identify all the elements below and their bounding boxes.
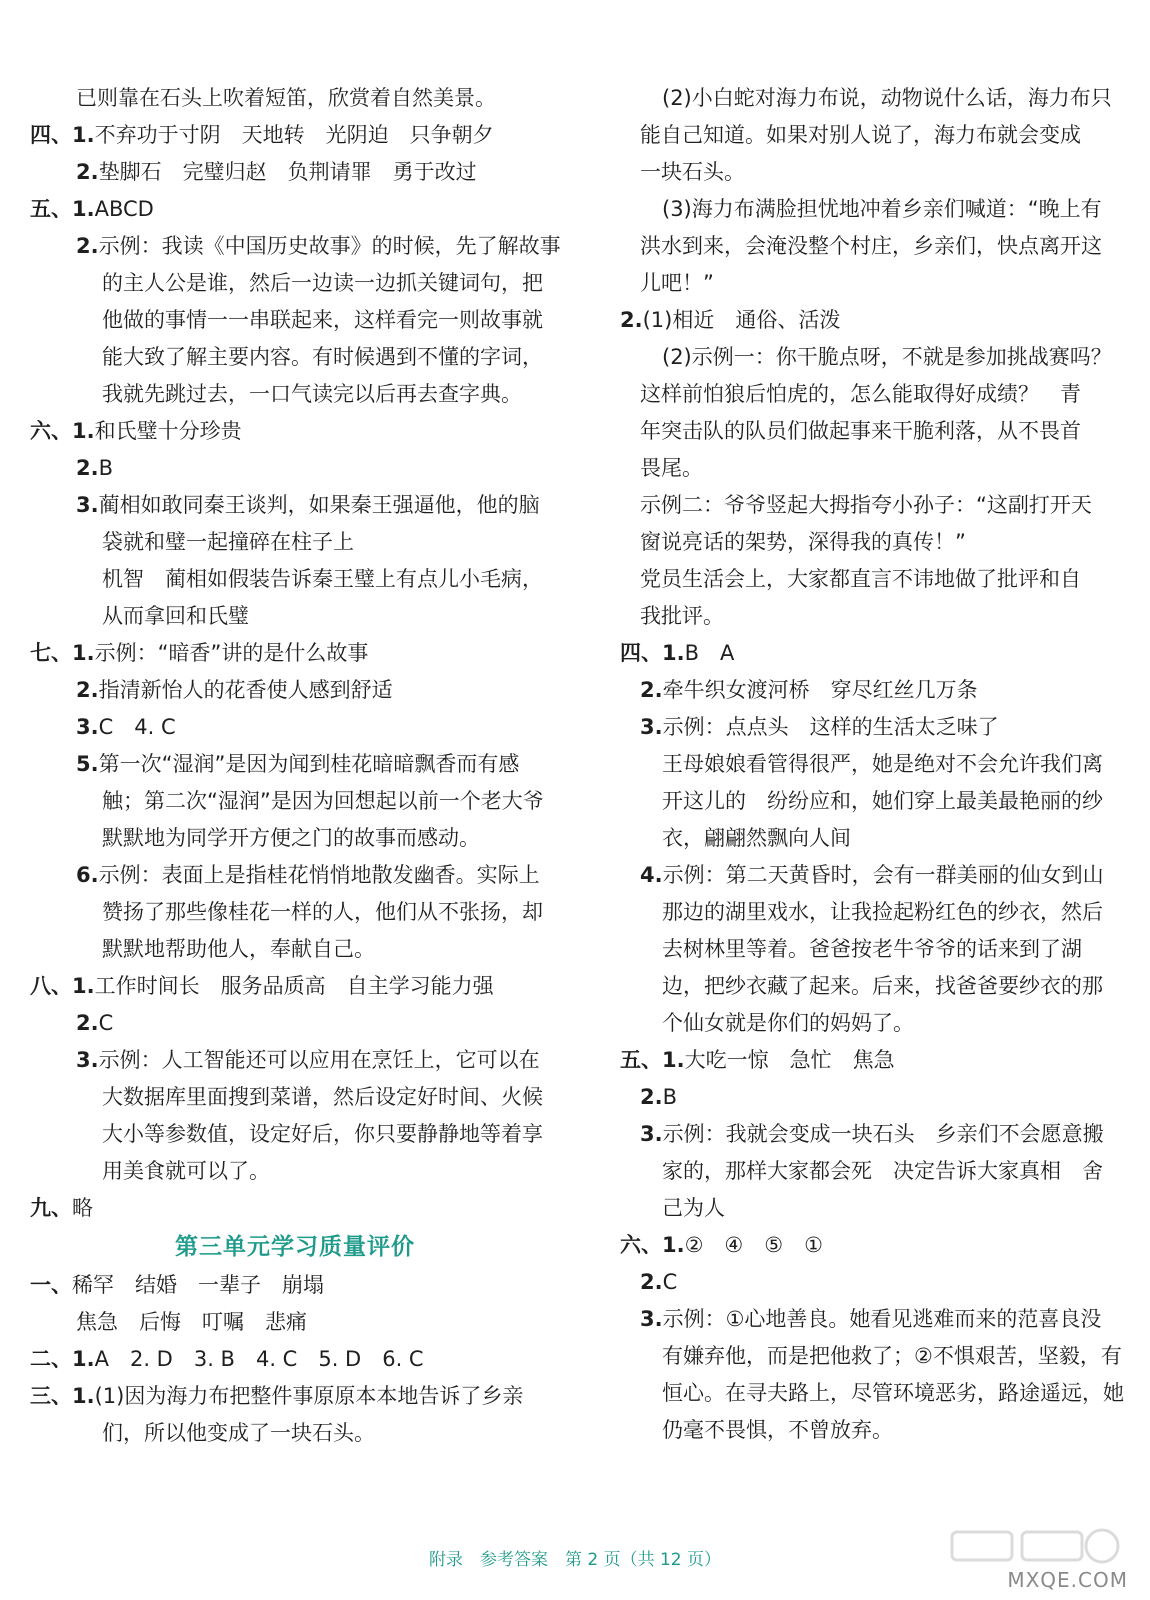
answer-line xyxy=(30,413,560,450)
answer-line xyxy=(620,1264,1120,1301)
answer-text: 蔺相如敢同秦王谈判，如果秦王强逼他，他的脑 xyxy=(98,493,540,517)
answer-text: 示例：点点头 这样的生活太乏味了 xyxy=(662,715,999,739)
answer-line xyxy=(30,450,560,487)
answer-text: 洪水到来，会淹没整个村庄，乡亲们，快点离开这 xyxy=(640,234,1102,258)
answer-text: 示例：我读《中国历史故事》的时候，先了解故事 xyxy=(98,234,561,258)
answer-text: 一块石头。 xyxy=(640,160,745,184)
answer-line xyxy=(30,561,560,598)
answer-text: 仍毫不畏惧，不曾放弃。 xyxy=(662,1418,893,1442)
page-footer: 附录 参考答案 第 2 页（共 12 页） xyxy=(428,1550,722,1570)
answer-text: 工作时间长 服务品质高 自主学习能力强 xyxy=(94,974,494,998)
answer-text: C xyxy=(98,1011,114,1035)
answer-line xyxy=(620,672,1120,709)
answer-line xyxy=(30,1005,560,1042)
answer-line xyxy=(30,1042,560,1079)
answer-text: 示例：第二天黄昏时，会有一群美丽的仙女到山 xyxy=(662,863,1104,887)
answer-line xyxy=(620,376,1120,413)
answer-line xyxy=(30,783,560,820)
answer-line xyxy=(620,635,1120,672)
answer-line xyxy=(30,672,560,709)
answer-line xyxy=(620,968,1120,1005)
answer-text: 略 xyxy=(72,1196,93,1220)
answer-text: 我批评。 xyxy=(640,604,724,628)
section-title: 第三单元学习质量评价 xyxy=(175,1234,415,1260)
answer-text: 衣，翩翩然飘向人间 xyxy=(662,826,851,850)
answer-line xyxy=(30,931,560,968)
answer-line xyxy=(30,820,560,857)
answer-line xyxy=(30,339,560,376)
answer-text: 牵牛织女渡河桥 穿尽红丝几万条 xyxy=(662,678,978,702)
answer-line xyxy=(620,894,1120,931)
answer-line xyxy=(30,1267,560,1304)
answer-text: 有嫌弃他，而是把他救了；②不惧艰苦，坚毅，有 xyxy=(662,1344,1122,1368)
answer-text: 用美食就可以了。 xyxy=(102,1159,270,1183)
answer-line xyxy=(30,1116,560,1153)
question-number: 六、1. xyxy=(620,1233,685,1257)
answer-text: 去树林里等着。爸爸按老牛爷爷的话来到了湖 xyxy=(662,937,1082,961)
answer-line xyxy=(620,746,1120,783)
question-number: 六、1. xyxy=(30,419,95,443)
answer-text: 个仙女就是你们的妈妈了。 xyxy=(662,1011,914,1035)
answer-line xyxy=(30,376,560,413)
answer-text: 那边的湖里戏水，让我捡起粉红色的纱衣，然后 xyxy=(662,900,1103,924)
answer-text: 指清新怡人的花香使人感到舒适 xyxy=(98,678,393,702)
answer-line xyxy=(620,265,1120,302)
answer-line xyxy=(30,191,560,228)
answer-text: C 4. C xyxy=(98,715,176,739)
answer-line xyxy=(620,1079,1120,1116)
question-number: 3. xyxy=(640,1122,663,1146)
answer-line xyxy=(30,857,560,894)
right-column xyxy=(620,80,1124,1449)
answer-line xyxy=(620,413,1120,450)
answer-text: 袋就和璧一起撞碎在柱子上 xyxy=(102,530,354,554)
question-number: 5. xyxy=(76,752,99,776)
question-number: 3. xyxy=(640,715,663,739)
question-number: 2. xyxy=(76,678,99,702)
answer-line xyxy=(620,709,1120,746)
answer-line xyxy=(30,80,560,117)
answer-line xyxy=(30,598,560,635)
question-number: 九、 xyxy=(30,1196,72,1220)
left-column xyxy=(30,80,560,1452)
question-number: 3. xyxy=(76,715,99,739)
answer-text: 示例：我就会变成一块石头 乡亲们不会愿意搬 xyxy=(662,1122,1104,1146)
answer-text: 恒心。在寻夫路上，尽管环境恶劣，路途遥远，她 xyxy=(662,1381,1124,1405)
answer-line xyxy=(620,1412,1120,1449)
answer-text: 家的，那样大家都会死 决定告诉大家真相 舍 xyxy=(662,1159,1103,1183)
answer-line xyxy=(30,635,560,672)
answer-text: 开这儿的 纷纷应和，她们穿上最美最艳丽的纱 xyxy=(662,789,1103,813)
answer-line xyxy=(620,1190,1120,1227)
answer-line xyxy=(30,117,560,154)
answer-line xyxy=(30,265,560,302)
answer-text: 年突击队的队员们做起事来干脆利落，从不畏首 xyxy=(640,419,1081,443)
question-number: 五、1. xyxy=(30,197,95,221)
answer-text: (3)海力布满脸担忧地冲着乡亲们喊道：“晚上有 xyxy=(662,197,1102,221)
answer-text: 窗说亮话的架势，深得我的真传！” xyxy=(640,530,966,554)
question-number: 2. xyxy=(76,234,99,258)
answer-text: 示例：表面上是指桂花悄悄地散发幽香。实际上 xyxy=(98,863,540,887)
answer-text: ② ④ ⑤ ① xyxy=(684,1233,823,1257)
answer-line xyxy=(30,1079,560,1116)
answer-text: 默默地为同学开方便之门的故事而感动。 xyxy=(102,826,480,850)
answer-text: 赞扬了那些像桂花一样的人，他们从不张扬，却 xyxy=(102,900,543,924)
answer-line xyxy=(620,1301,1120,1338)
answer-text: 垫脚石 完璧归赵 负荆请罪 勇于改过 xyxy=(98,160,477,184)
answer-line xyxy=(30,154,560,191)
answer-line xyxy=(30,524,560,561)
answer-text: 从而拿回和氏璧 xyxy=(102,604,249,628)
answer-text: 不弃功于寸阴 天地转 光阴迫 只争朝夕 xyxy=(94,123,494,147)
answer-line xyxy=(620,1153,1120,1190)
question-number: 2. xyxy=(640,1085,663,1109)
question-number: 2. xyxy=(76,160,99,184)
answer-line xyxy=(620,561,1120,598)
answer-text: 示例：①心地善良。她看见逃难而来的范喜良没 xyxy=(662,1307,1102,1331)
question-number: 2. xyxy=(640,678,663,702)
question-number: 一、 xyxy=(30,1273,72,1297)
answer-text: A 2. D 3. B 4. C 5. D 6. C xyxy=(94,1347,424,1371)
answer-text: 示例：人工智能还可以应用在烹饪上，它可以在 xyxy=(98,1048,540,1072)
answer-line xyxy=(620,450,1120,487)
answer-text: 儿吧！” xyxy=(640,271,714,295)
answer-line xyxy=(30,1304,560,1341)
answer-text: 触；第二次“湿润”是因为回想起以前一个老大爷 xyxy=(102,789,544,813)
answer-text: 我就先跳过去，一口气读完以后再去查字典。 xyxy=(102,382,522,406)
answer-line xyxy=(30,746,560,783)
answer-text: 畏尾。 xyxy=(640,456,703,480)
answer-line xyxy=(30,1378,560,1415)
answer-text: 和氏璧十分珍贵 xyxy=(94,419,242,443)
answer-text: (1)因为海力布把整件事原原本本地告诉了乡亲 xyxy=(94,1384,524,1408)
answer-text: B A xyxy=(684,641,735,665)
answer-text: 默默地帮助他人，奉献自己。 xyxy=(102,937,375,961)
answer-line xyxy=(620,339,1120,376)
answer-text: 已则靠在石头上吹着短笛，欣赏着自然美景。 xyxy=(76,86,496,110)
answer-line xyxy=(620,1227,1120,1264)
answer-line xyxy=(30,1190,560,1227)
answer-text: 示例：“暗香”讲的是什么故事 xyxy=(94,641,369,665)
question-number: 八、1. xyxy=(30,974,95,998)
question-number: 3. xyxy=(76,493,99,517)
answer-line xyxy=(620,598,1120,635)
answer-line xyxy=(620,524,1120,561)
question-number: 三、1. xyxy=(30,1384,95,1408)
answer-text: 能自己知道。如果对别人说了，海力布就会变成 xyxy=(640,123,1081,147)
answer-line xyxy=(620,857,1120,894)
question-number: 四、1. xyxy=(30,123,95,147)
question-number: 2. xyxy=(76,456,99,480)
answer-text: 第一次“湿润”是因为闻到桂花暗暗飘香而有感 xyxy=(98,752,520,776)
answer-line xyxy=(620,228,1120,265)
answer-line xyxy=(620,1116,1120,1153)
answer-line xyxy=(620,191,1120,228)
answer-text: 边，把纱衣藏了起来。后来，找爸爸要纱衣的那 xyxy=(662,974,1103,998)
answer-text: ABCD xyxy=(94,197,154,221)
question-number: 4. xyxy=(640,863,663,887)
answer-text: C xyxy=(662,1270,678,1294)
answer-line xyxy=(30,1341,560,1378)
watermark-text: MXQE.COM xyxy=(1007,1568,1128,1592)
answer-text: (2)示例一：你干脆点呀，不就是参加挑战赛吗？ xyxy=(662,345,1112,369)
answer-text: 稀罕 结婚 一辈子 崩塌 xyxy=(72,1273,324,1297)
answer-line xyxy=(620,1375,1124,1412)
answer-text: 机智 蔺相如假装告诉秦王璧上有点儿小毛病， xyxy=(102,567,543,591)
answer-line xyxy=(30,894,560,931)
answer-line xyxy=(620,117,1120,154)
answer-text: B xyxy=(98,456,114,480)
question-number: 3. xyxy=(640,1307,663,1331)
answer-text: 他做的事情一一串联起来，这样看完一则故事就 xyxy=(102,308,543,332)
question-number: 二、1. xyxy=(30,1347,95,1371)
answer-line xyxy=(30,1153,560,1190)
question-number: 七、1. xyxy=(30,641,95,665)
question-number: 2. xyxy=(640,1270,663,1294)
answer-text: (2)小白蛇对海力布说，动物说什么话，海力布只 xyxy=(662,86,1112,110)
answer-line xyxy=(30,487,560,524)
question-number: 四、1. xyxy=(620,641,685,665)
answer-text: 大小等参数值，设定好后，你只要静静地等着享 xyxy=(102,1122,543,1146)
answer-text: 焦急 后悔 叮嘱 悲痛 xyxy=(76,1310,307,1334)
answer-line xyxy=(620,487,1120,524)
answer-text: 大吃一惊 急忙 焦急 xyxy=(684,1048,895,1072)
answer-text: 己为人 xyxy=(662,1196,725,1220)
question-number: 2. xyxy=(76,1011,99,1035)
answer-line xyxy=(30,228,560,265)
answer-text: 这样前怕狼后怕虎的，怎么能取得好成绩？ 青 xyxy=(640,382,1081,406)
answer-text: B xyxy=(662,1085,678,1109)
answer-text: 王母娘娘看管得很严，她是绝对不会允许我们离 xyxy=(662,752,1103,776)
answer-line xyxy=(620,1005,1120,1042)
answer-line xyxy=(620,783,1120,820)
answer-text: (1)相近 通俗、活泼 xyxy=(642,308,841,332)
answer-line xyxy=(30,968,560,1005)
answer-line xyxy=(620,820,1120,857)
question-number: 6. xyxy=(76,863,99,887)
answer-text: 大数据库里面搜到菜谱，然后设定好时间、火候 xyxy=(102,1085,543,1109)
answer-line xyxy=(620,154,1120,191)
answer-line xyxy=(30,302,560,339)
question-number: 五、1. xyxy=(620,1048,685,1072)
question-number: 2. xyxy=(620,308,643,332)
answer-line xyxy=(620,1338,1120,1375)
answer-text: 的主人公是谁，然后一边读一边抓关键词句，把 xyxy=(102,271,543,295)
answer-line xyxy=(620,1042,1120,1079)
answer-text: 能大致了解主要内容。有时候遇到不懂的字词， xyxy=(102,345,543,369)
answer-text: 们，所以他变成了一块石头。 xyxy=(102,1421,375,1445)
question-number: 3. xyxy=(76,1048,99,1072)
answer-line xyxy=(620,931,1120,968)
answer-line xyxy=(30,709,560,746)
answer-text: 党员生活会上，大家都直言不讳地做了批评和自 xyxy=(640,567,1081,591)
answer-line xyxy=(30,1415,560,1452)
answer-line xyxy=(620,80,1120,117)
answer-line xyxy=(620,302,1120,339)
answer-text: 示例二：爷爷竖起大拇指夸小孙子：“这副打开天 xyxy=(640,493,1092,517)
